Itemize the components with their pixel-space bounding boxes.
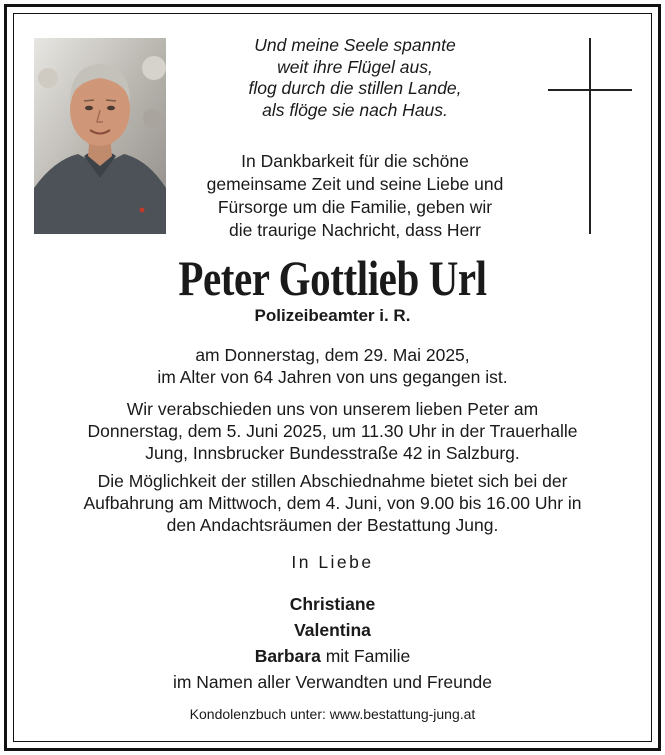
death-notice: [0, 344, 665, 388]
intro-line: gemeinsame Zeit und seine Liebe und: [206, 174, 504, 194]
farewell-line: Jung, Innsbrucker Bundesstraße 42 in Salzburg.: [145, 443, 520, 463]
death-notice-line: im Alter von 64 Jahren von uns gegangen ist.: [157, 367, 508, 387]
intro-text: [175, 150, 535, 242]
mourner-family-line: [0, 643, 665, 669]
viewing-info: [0, 470, 665, 536]
in-love-heading: In Liebe: [291, 552, 374, 572]
deceased-name: Peter Gottlieb Url: [178, 250, 487, 306]
farewell-line: Donnerstag, dem 5. Juni 2025, um 11.30 Uhr in der Trauerhalle: [87, 421, 578, 441]
poem-line: Und meine Seele spannte: [254, 35, 456, 55]
mourner-name: Christiane: [289, 594, 376, 614]
poem-line: weit ihre Flügel aus,: [277, 56, 433, 77]
intro-line: die traurige Nachricht, dass Herr: [229, 220, 481, 240]
death-notice-line: am Donnerstag, dem 29. Mai 2025,: [195, 345, 470, 365]
mourner-name: Valentina: [294, 620, 371, 640]
farewell-info: [0, 398, 665, 464]
viewing-line: den Andachtsräumen der Bestattung Jung.: [166, 515, 499, 535]
intro-line: In Dankbarkeit für die schöne: [241, 151, 469, 171]
poem-line: flog durch die stillen Lande,: [248, 78, 462, 98]
poem-line: als flöge sie nach Haus.: [262, 99, 448, 120]
mourner-suffix: mit Familie: [320, 646, 411, 666]
portrait-photo: [34, 38, 166, 234]
intro-line: Fürsorge um die Familie, geben wir: [217, 197, 493, 217]
mourner-name: Barbara: [254, 646, 321, 666]
condolence-book-link[interactable]: Kondolenzbuch unter: www.bestattung-jung.at: [189, 706, 476, 722]
mourners: [0, 591, 665, 695]
occupation: Polizeibeamter i. R.: [254, 306, 411, 325]
viewing-line: Die Möglichkeit der stillen Abschiednahme bietet sich bei der: [97, 471, 568, 491]
farewell-line: Wir verabschieden uns von unserem lieben Peter am: [126, 399, 539, 419]
mourners-others: im Namen aller Verwandten und Freunde: [172, 672, 493, 692]
poem: [180, 35, 530, 121]
viewing-line: Aufbahrung am Mittwoch, dem 4. Juni, von 9.00 bis 16.00 Uhr in: [83, 493, 582, 513]
cross-symbol: [548, 38, 632, 234]
